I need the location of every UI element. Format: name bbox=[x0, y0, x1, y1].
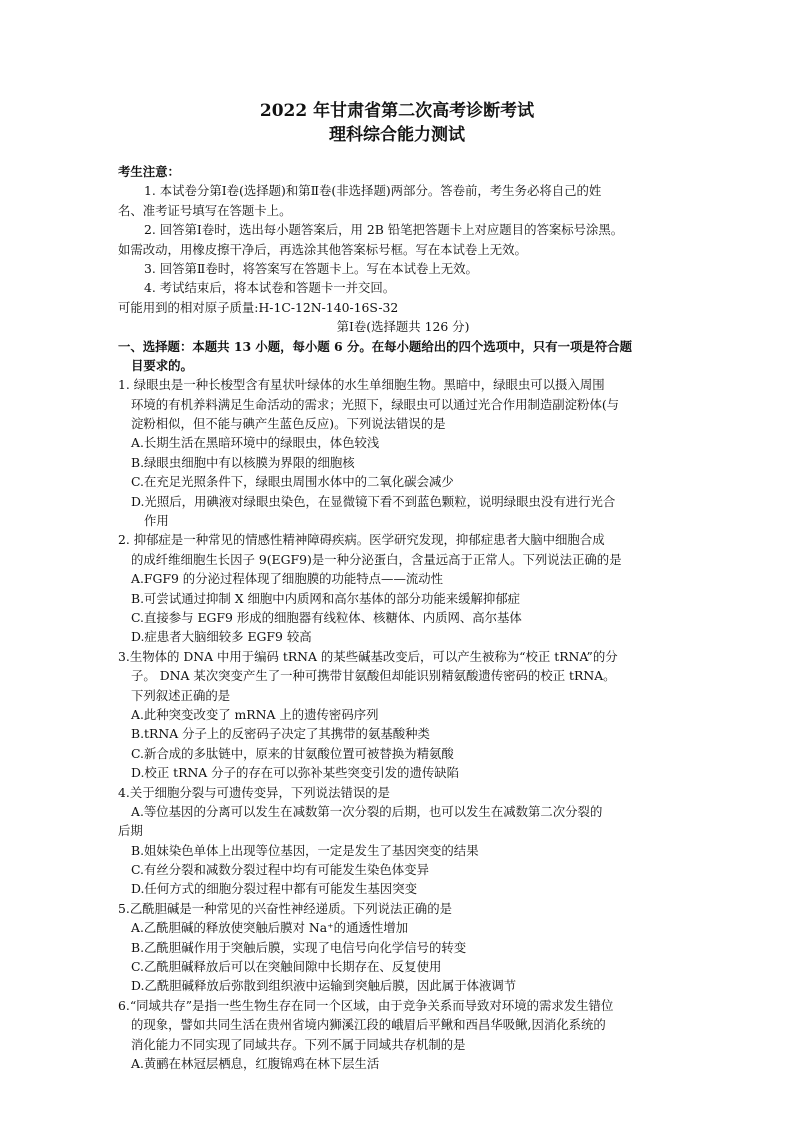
option-line: C.直接参与 EGF9 形成的细胞器有线粒体、核糖体、内质网、高尔基体 bbox=[131, 609, 522, 625]
question-stem-line: 下列叙述正确的是 bbox=[131, 687, 231, 703]
question-stem-line: 4.关于细胞分裂与可遗传变异，下列说法错误的是 bbox=[118, 784, 391, 800]
exam-subtitle: 理科综合能力测试 bbox=[329, 125, 465, 145]
question-stem-line: 3.生物体的 DNA 中用于编码 tRNA 的某些碱基改变后，可以产生被称为“校正 tRNA”的分 bbox=[118, 648, 618, 664]
option-line: D.任何方式的细胞分裂过程中都有可能发生基因突变 bbox=[131, 881, 418, 897]
notice-item-line: 1. 本试卷分第Ⅰ卷(选择题)和第Ⅱ卷(非选择题)两部分。答卷前，考生务必将自己的姓 bbox=[144, 183, 602, 199]
option-line: A.乙酰胆碱的释放使突触后膜对 Na⁺的通透性增加 bbox=[131, 920, 409, 936]
option-line: A.FGF9 的分泌过程体现了细胞膜的功能特点——流动性 bbox=[131, 571, 444, 587]
option-line: C.新合成的多肽链中，原来的甘氨酸位置可被替换为精氨酸 bbox=[131, 745, 454, 761]
notice-item-line: 名、准考证号填写在答题卡上。 bbox=[118, 202, 292, 218]
question-list bbox=[118, 375, 688, 1073]
option-line: 作用 bbox=[144, 513, 169, 529]
question-stem-line: 的成纤维细胞生长因子 9(EGF9)是一种分泌蛋白，含量远高于正常人。下列说法正确的是 bbox=[131, 551, 622, 567]
option-line: A.长期生活在黑暗环境中的绿眼虫，体色较浅 bbox=[131, 435, 380, 451]
notice-item-line: 4. 考试结束后，将本试卷和答题卡一并交回。 bbox=[144, 280, 396, 296]
exam-content bbox=[118, 162, 688, 1073]
option-line: B.tRNA 分子上的反密码子决定了其携带的氨基酸种类 bbox=[131, 726, 430, 742]
question-2 bbox=[118, 530, 688, 646]
question-stem-line: 的现象，譬如共同生活在贵州省境内狮溪江段的峨眉后平鳅和西昌华吸鳅,因消化系统的 bbox=[131, 1017, 606, 1033]
notice-list bbox=[118, 181, 688, 297]
question-stem-line: 环境的有机养料满足生命活动的需求；光照下，绿眼虫可以通过光合作用制造副淀粉体(与 bbox=[131, 396, 620, 412]
section-heading bbox=[118, 337, 688, 376]
option-line: C.有丝分裂和减数分裂过程中均有可能发生染色体变异 bbox=[131, 862, 429, 878]
question-5 bbox=[118, 899, 688, 996]
option-line: A.黄鹂在林冠层栖息，红腹锦鸡在林下层生活 bbox=[131, 1055, 380, 1071]
question-6 bbox=[118, 996, 688, 1074]
option-line: D.校正 tRNA 分子的存在可以弥补某些突变引发的遗传缺陷 bbox=[131, 765, 460, 781]
question-stem-line: 2. 抑郁症是一种常见的情感性精神障碍疾病。医学研究发现，抑郁症患者大脑中细胞合成 bbox=[118, 532, 605, 548]
volume-title: 第Ⅰ卷(选择题共 126 分) bbox=[336, 319, 470, 335]
option-line: A.等位基因的分离可以发生在减数第一次分裂的后期，也可以发生在减数第二次分裂的 bbox=[131, 803, 603, 819]
option-line: D.症患者大脑细较多 EGF9 较高 bbox=[131, 629, 312, 645]
question-stem-line: 6.“同域共存”是指一些生物生存在同一个区域，由于竞争关系而导致对环境的需求发生错位 bbox=[118, 997, 614, 1013]
option-line: C.乙酰胆碱释放后可以在突触间隙中长期存在、反复使用 bbox=[131, 959, 442, 975]
question-stem-line: 消化能力不同实现了同域共存。下列不属于同域共存机制的是 bbox=[131, 1036, 466, 1052]
question-stem-line: 淀粉相似，但不能与碘产生蓝色反应)。下列说法错误的是 bbox=[131, 416, 446, 432]
notice-item-line: 3. 回答第Ⅱ卷时，将答案写在答题卡上。写在本试卷上无效。 bbox=[144, 260, 478, 276]
option-line: 后期 bbox=[118, 823, 143, 839]
atomic-masses: 可能用到的相对原子质量:H-1C-12N-140-16S-32 bbox=[118, 299, 399, 315]
question-4 bbox=[118, 783, 688, 899]
option-line: C.在充足光照条件下，绿眼虫周围水体中的二氧化碳会减少 bbox=[131, 474, 454, 490]
notice-heading: 考生注意： bbox=[118, 164, 180, 179]
exam-title: 2022 年甘肃省第二次高考诊断考试 bbox=[259, 101, 535, 121]
notice-item-line: 2. 回答第Ⅰ卷时，选出每小题答案后，用 2B 铅笔把答题卡上对应题目的答案标号涂黑。 bbox=[144, 222, 624, 238]
question-stem-line: 子。 DNA 某次突变产生了一种可携带甘氨酸但却能识别精氨酸遗传密码的校正 tRNA。 bbox=[131, 668, 616, 684]
option-line: B.乙酰胆碱作用于突触后膜，实现了电信号向化学信号的转变 bbox=[131, 939, 467, 955]
option-line: D.光照后，用碘液对绿眼虫染色，在显微镜下看不到蓝色颗粒，说明绿眼虫没有进行光合 bbox=[131, 493, 616, 509]
option-line: B.姐妹染色单体上出现等位基因，一定是发生了基因突变的结果 bbox=[131, 842, 479, 858]
option-line: B.可尝试通过抑制 X 细胞中内质网和高尔基体的部分功能来缓解抑郁症 bbox=[131, 590, 521, 606]
option-line: D.乙酰胆碱释放后弥散到组织液中运输到突触后膜，因此属于体液调节 bbox=[131, 978, 517, 994]
option-line: B.绿眼虫细胞中有以核膜为界限的细胞核 bbox=[131, 454, 355, 470]
question-3 bbox=[118, 647, 688, 783]
section-heading-line: 目要求的。 bbox=[131, 357, 193, 373]
notice-item-line: 如需改动，用橡皮擦干净后，再选涂其他答案标号框。写在本试卷上无效。 bbox=[118, 241, 527, 257]
question-stem-line: 1. 绿眼虫是一种长梭型含有星状叶绿体的水生单细胞生物。黑暗中，绿眼虫可以摄入周围 bbox=[118, 377, 605, 393]
option-line: A.此种突变改变了 mRNA 上的遗传密码序列 bbox=[131, 706, 379, 722]
question-1 bbox=[118, 375, 688, 530]
section-heading-line: 一、选择题：本题共 13 小题，每小题 6 分。在每小题给出的四个选项中，只有一项是符合题 bbox=[118, 338, 632, 354]
question-stem-line: 5.乙酰胆碱是一种常见的兴奋性神经递质。下列说法正确的是 bbox=[118, 900, 452, 916]
